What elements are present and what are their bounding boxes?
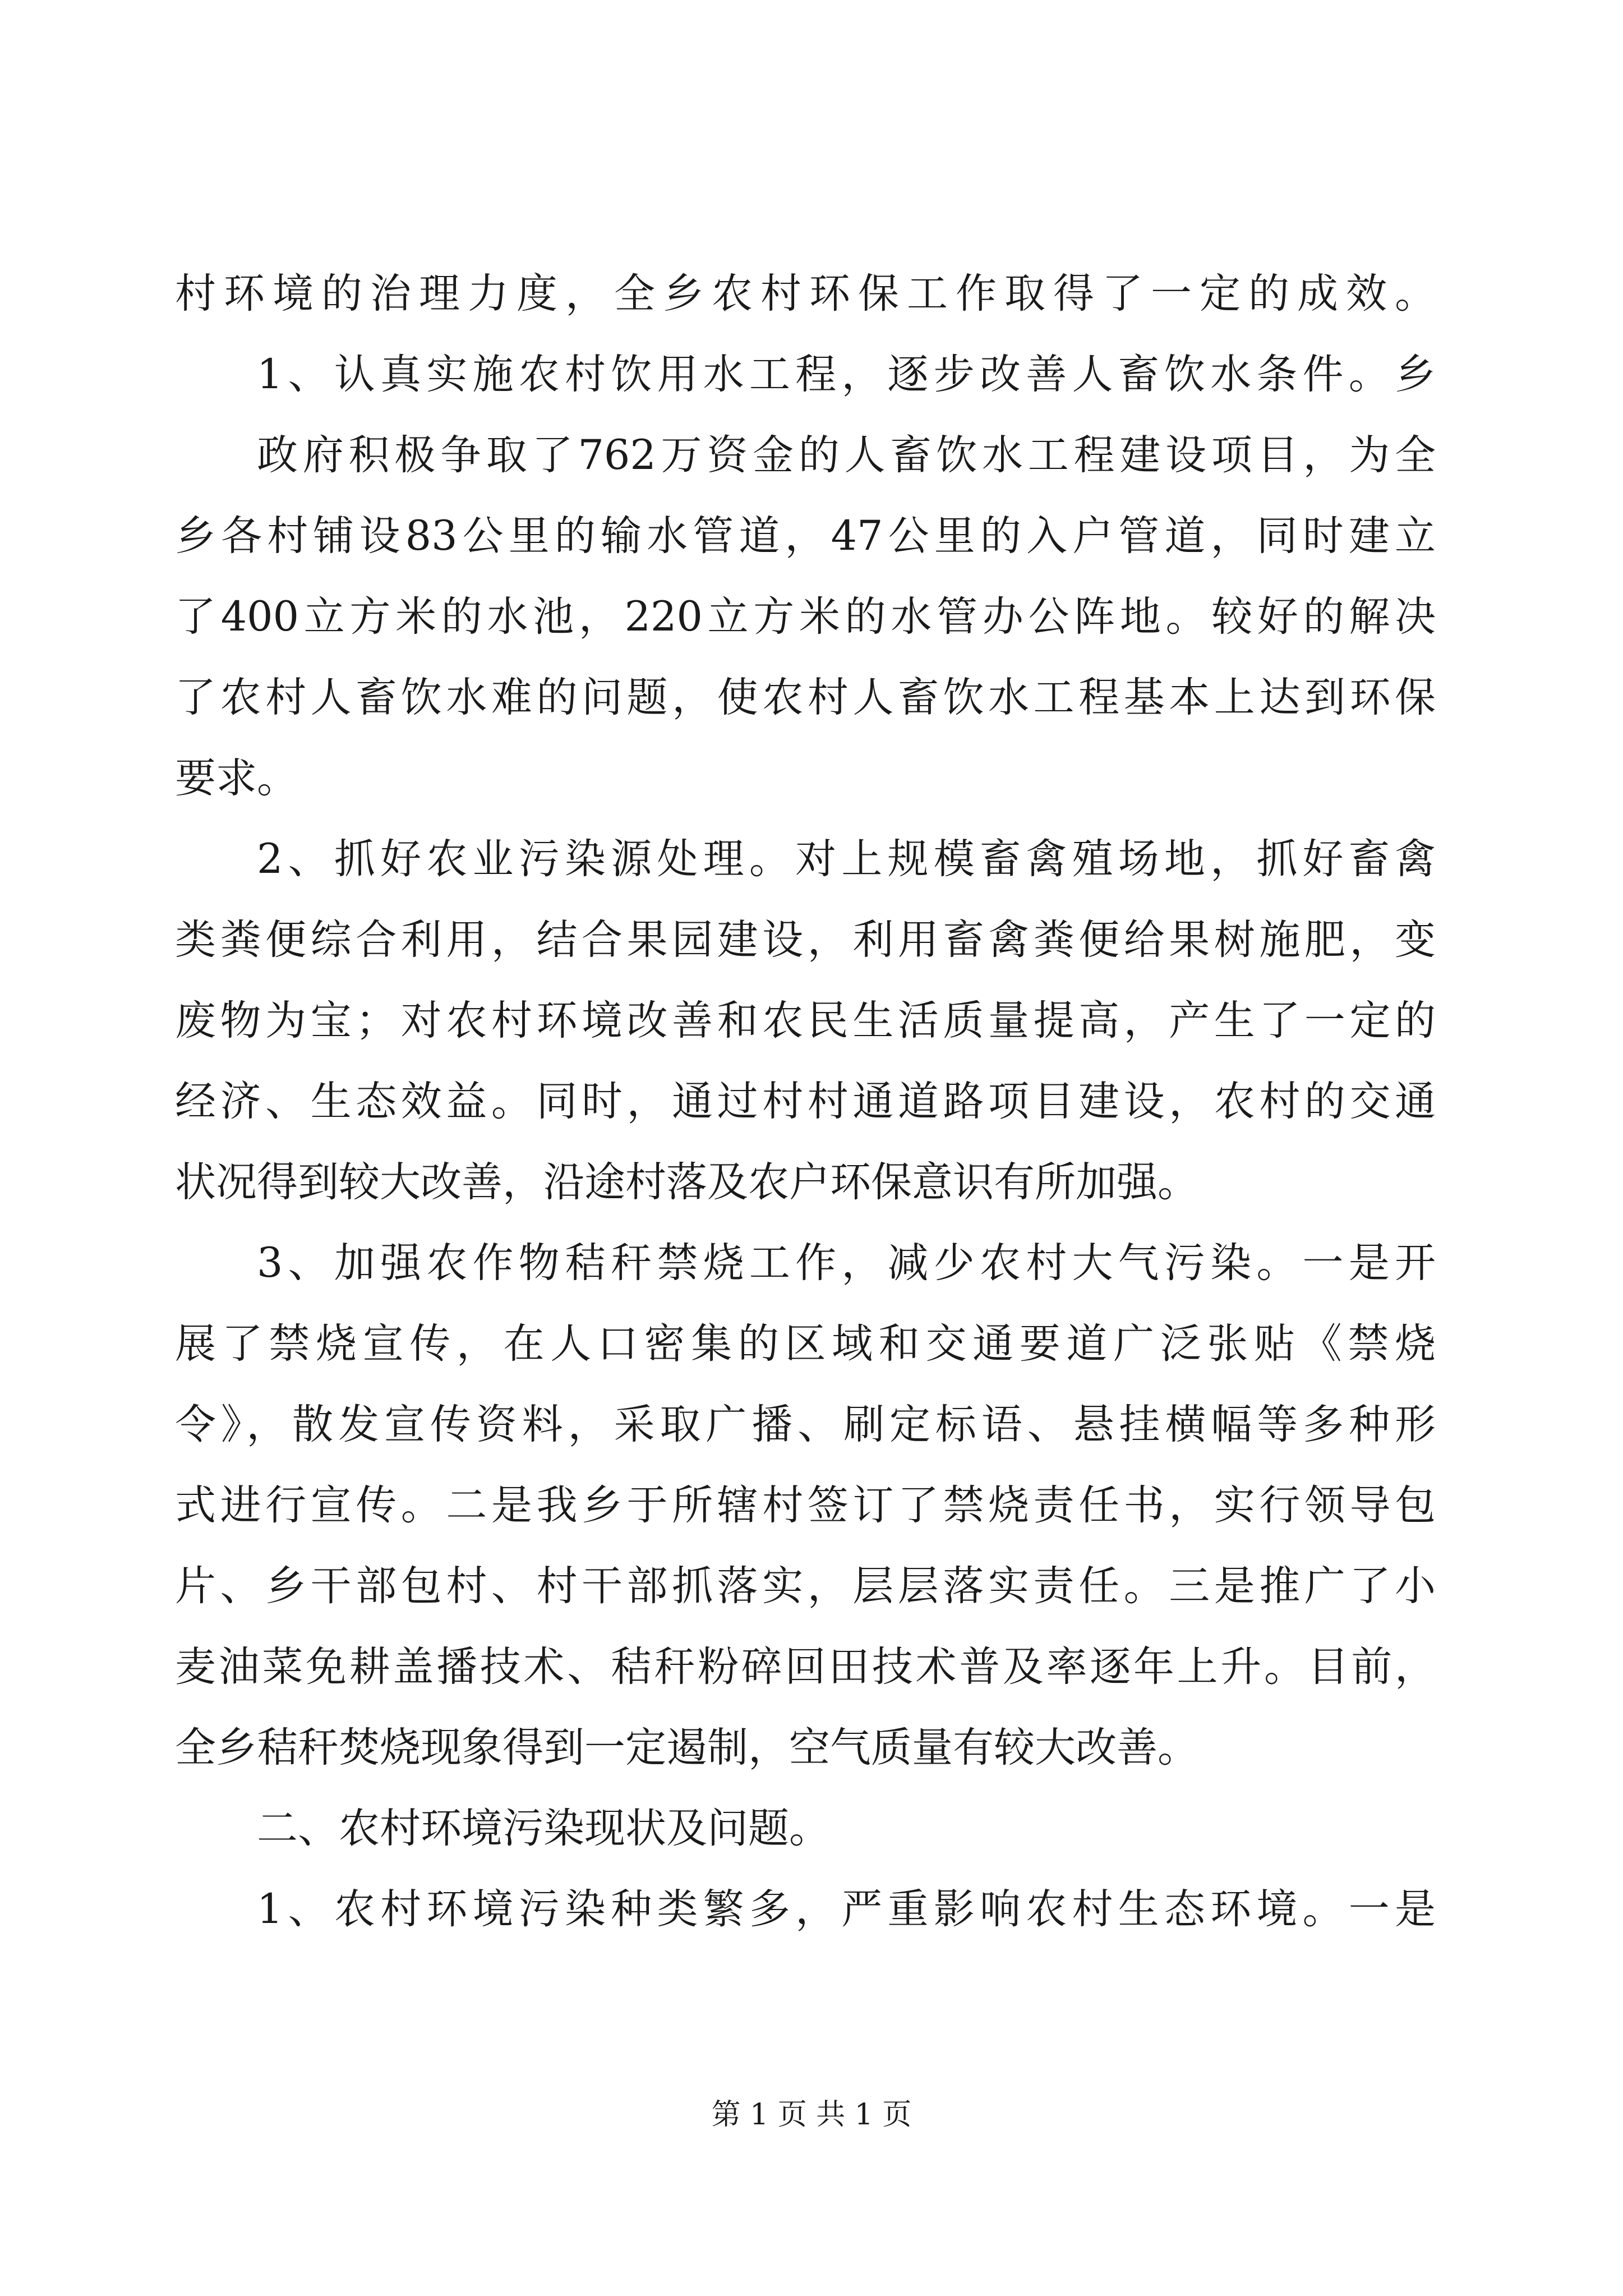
paragraph-4-start: 1、农村环境污染种类繁多，严重影响农村生态环境。一是 (257, 1885, 1436, 1933)
document-body (175, 254, 1436, 1950)
text-line: 状况得到较大改善，沿途村落及农户环保意识有所加强。 (175, 1158, 1198, 1206)
text-line: 麦油菜免耕盖播技术、秸秆粉碎回田技术普及率逐年上升。目前， (175, 1643, 1436, 1691)
text-line: 类粪便综合利用，结合果园建设，利用畜禽粪便给果树施肥，变 (175, 916, 1436, 964)
text-line: 政府积极争取了762万资金的人畜饮水工程建设项目，为全 (257, 431, 1436, 479)
text-line: 村环境的治理力度，全乡农村环保工作取得了一定的成效。 (175, 270, 1436, 318)
paragraph-1-start: 1、认真实施农村饮用水工程，逐步改善人畜饮水条件。乡 (257, 351, 1436, 398)
paragraph-2-start: 2、抓好农业污染源处理。对上规模畜禽殖场地，抓好畜禽 (257, 835, 1436, 883)
text-line: 经济、生态效益。同时，通过村村通道路项目建设，农村的交通 (175, 1078, 1436, 1125)
text-line: 片、乡干部包村、村干部抓落实，层层落实责任。三是推广了小 (175, 1562, 1436, 1610)
section-heading: 二、农村环境污染现状及问题。 (257, 1805, 830, 1852)
text-line: 要求。 (175, 754, 298, 802)
text-line: 全乡秸秆焚烧现象得到一定遏制，空气质量有较大改善。 (175, 1724, 1198, 1772)
text-line: 乡各村铺设83公里的输水管道，47公里的入户管道，同时建立 (175, 512, 1436, 560)
text-line: 令》，散发宣传资料，采取广播、刷定标语、悬挂横幅等多种形 (175, 1401, 1436, 1448)
text-line: 了农村人畜饮水难的问题，使农村人畜饮水工程基本上达到环保 (175, 674, 1436, 721)
text-line: 式进行宣传。二是我乡于所辖村签订了禁烧责任书，实行领导包 (175, 1481, 1436, 1529)
text-line: 展了禁烧宣传，在人口密集的区域和交通要道广泛张贴《禁烧 (175, 1320, 1436, 1368)
text-line: 废物为宝；对农村环境改善和农民生活质量提高，产生了一定的 (175, 997, 1436, 1045)
text-line: 了400立方米的水池，220立方米的水管办公阵地。较好的解决 (175, 593, 1436, 641)
page-footer: 第 1 页 共 1 页 (711, 2098, 912, 2132)
paragraph-3-start: 3、加强农作物秸秆禁烧工作，减少农村大气污染。一是开 (257, 1239, 1436, 1287)
